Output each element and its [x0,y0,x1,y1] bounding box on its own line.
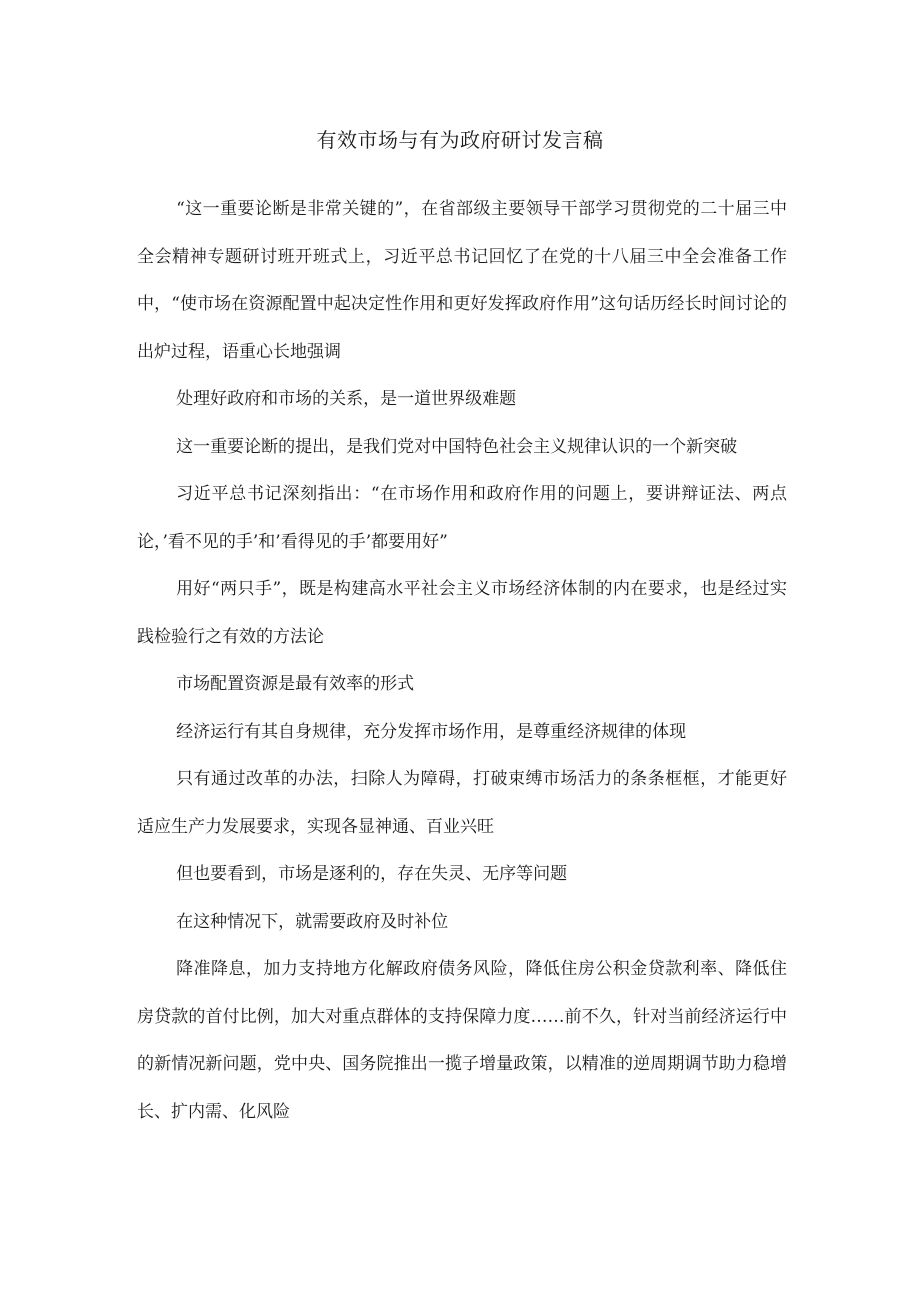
paragraph: 习近平总书记深刻指出：“在市场作用和政府作用的问题上，要讲辩证法、两点论，’看不见的手’和’看得见的手’都要用好” [137,484,787,552]
paragraph: 在这种情况下，就需要政府及时补位 [176,911,449,932]
paragraph: 降准降息，加力支持地方化解政府债务风险，降低住房公积金贷款利率、降低住房贷款的首付比例，加大对重点群体的支持保障力度……前不久，针对当前经济运行中的新情况新问题，党中央、国务院推出一揽子增量政策，以精准的逆周期调节助力稳增长、扩内需、化风险 [137,959,787,1122]
document-body [137,186,787,1136]
paragraph: 只有通过改革的办法，扫除人为障碍，打破束缚市场活力的条条框框，才能更好适应生产力发展要求，实现各显神通、百业兴旺 [137,769,787,837]
paragraph: 市场配置资源是最有效率的形式 [176,674,415,694]
document-title: 有效市场与有为政府研讨发言稿 [316,128,604,152]
paragraph: “这一重要论断是非常关键的”，在省部级主要领导干部学习贯彻党的二十届三中全会精神专题研讨班开班式上，习近平总书记回忆了在党的十八届三中全会准备工作中，“使市场在资源配置中起决定性作用和更好发挥政府作用”这句话历经长时间讨论的出炉过程，语重心长地强调 [137,199,787,362]
paragraph: 但也要看到，市场是逐利的，存在失灵、无序等问题 [176,864,568,884]
paragraph: 这一重要论断的提出，是我们党对中国特色社会主义规律认识的一个新突破 [176,436,738,457]
paragraph: 处理好政府和市场的关系，是一道世界级难题 [176,389,517,409]
paragraph: 用好“两只手”，既是构建高水平社会主义市场经济体制的内在要求，也是经过实践检验行之有效的方法论 [137,579,787,647]
paragraph: 经济运行有其自身规律，充分发挥市场作用，是尊重经济规律的体现 [176,721,687,742]
